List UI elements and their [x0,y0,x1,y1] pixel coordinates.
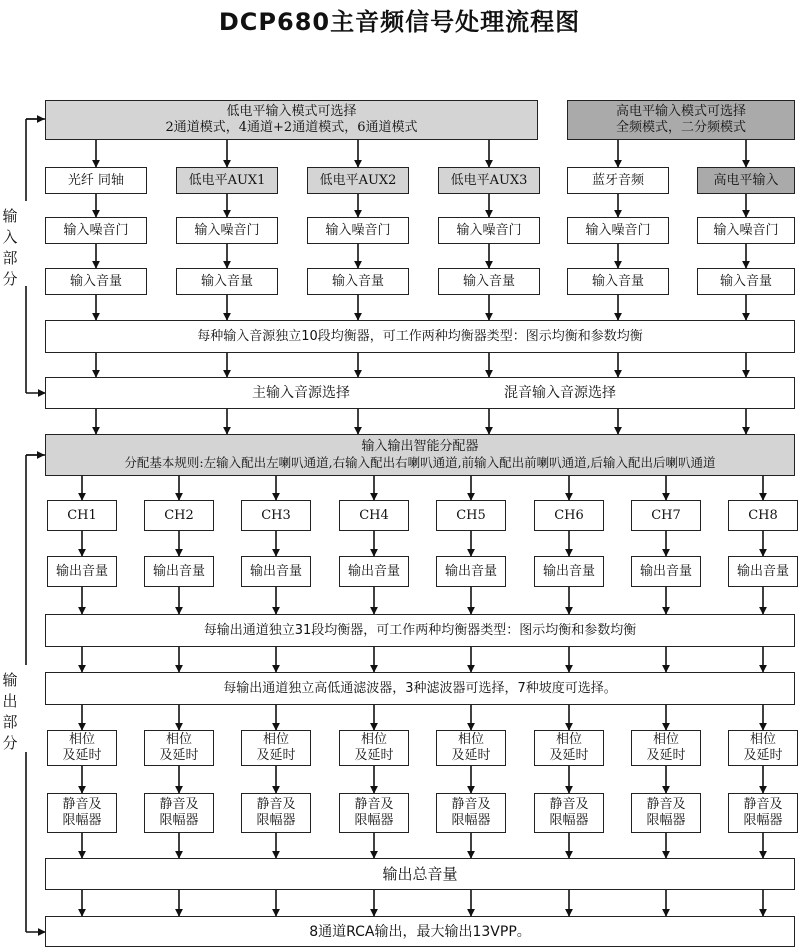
low-mode-options: 2通道模式，4通道+2通道模式，6通道模式 [165,120,418,135]
input-noise-gate: 输入噪音门 [45,217,147,244]
distributor-title: 输入输出智能分配器 [361,439,479,454]
output-volume: 输出音量 [144,556,214,587]
source-selection-box [45,377,795,409]
output-volume: 输出音量 [241,556,311,587]
low-mode-title: 低电平输入模式可选择 [226,104,357,119]
phase-delay-box: 相位 及延时 [436,730,506,766]
output-section-label: 输出部分 [2,671,18,752]
channel-box: CH1 [47,500,117,531]
channel-box: CH2 [144,500,214,531]
source-high-level: 高电平输入 [697,167,795,194]
channel-box: CH4 [339,500,409,531]
source-aux3: 低电平AUX3 [438,167,540,194]
mute-limiter-box: 静音及 限幅器 [144,793,214,833]
distributor-rule: 分配基本规则:左输入配出左喇叭通道,右输入配出右喇叭通道,前输入配出前喇叭通道,后输入配出后喇叭通道 [124,455,716,470]
mute-limiter-box: 静音及 限幅器 [47,793,117,833]
input-volume: 输入音量 [438,268,540,295]
high-level-mode-box [567,100,795,140]
mute-limiter-box: 静音及 限幅器 [241,793,311,833]
mute-limiter-box: 静音及 限幅器 [631,793,701,833]
input-volume: 输入音量 [176,268,278,295]
low-level-mode-box [45,100,538,140]
output-volume: 输出音量 [436,556,506,587]
main-source-select: 主输入音源选择 [252,385,350,401]
mix-source-select: 混音输入音源选择 [504,385,616,401]
channel-box: CH6 [534,500,604,531]
phase-delay-box: 相位 及延时 [631,730,701,766]
input-noise-gate: 输入噪音门 [697,217,795,244]
output-volume: 输出音量 [47,556,117,587]
input-volume: 输入音量 [307,268,409,295]
input-noise-gate: 输入噪音门 [438,217,540,244]
output-eq-box: 每输出通道独立31段均衡器，可工作两种均衡器类型：图示均衡和参数均衡 [45,614,795,647]
channel-box: CH3 [241,500,311,531]
output-volume: 输出音量 [339,556,409,587]
high-mode-title: 高电平输入模式可选择 [615,104,746,119]
master-volume-box: 输出总音量 [45,858,795,890]
output-volume: 输出音量 [728,556,798,587]
input-noise-gate: 输入噪音门 [567,217,669,244]
phase-delay-box: 相位 及延时 [144,730,214,766]
input-eq-box: 每种输入音源独立10段均衡器，可工作两种均衡器类型：图示均衡和参数均衡 [45,320,795,353]
source-bluetooth: 蓝牙音频 [567,167,669,194]
source-aux2: 低电平AUX2 [307,167,409,194]
input-noise-gate: 输入噪音门 [176,217,278,244]
input-volume: 输入音量 [697,268,795,295]
channel-box: CH8 [728,500,798,531]
phase-delay-box: 相位 及延时 [534,730,604,766]
input-noise-gate: 输入噪音门 [307,217,409,244]
rca-output-box: 8通道RCA输出，最大输出13VPP。 [45,916,795,947]
phase-delay-box: 相位 及延时 [339,730,409,766]
phase-delay-box: 相位 及延时 [241,730,311,766]
input-volume: 输入音量 [567,268,669,295]
output-volume: 输出音量 [631,556,701,587]
source-optical-coax: 光纤 同轴 [45,167,147,194]
source-aux1: 低电平AUX1 [176,167,278,194]
phase-delay-box: 相位 及延时 [47,730,117,766]
input-section-label: 输入部分 [2,207,18,288]
input-volume: 输入音量 [45,268,147,295]
diagram-title: DCP680主音频信号处理流程图 [218,8,581,36]
output-volume: 输出音量 [534,556,604,587]
mute-limiter-box: 静音及 限幅器 [728,793,798,833]
mute-limiter-box: 静音及 限幅器 [534,793,604,833]
output-filter-box: 每输出通道独立高低通滤波器，3种滤波器可选择，7种坡度可选择。 [45,672,795,705]
mute-limiter-box: 静音及 限幅器 [436,793,506,833]
channel-box: CH7 [631,500,701,531]
io-distributor-box [45,434,795,476]
channel-box: CH5 [436,500,506,531]
high-mode-options: 全频模式，二分频模式 [615,120,746,135]
mute-limiter-box: 静音及 限幅器 [339,793,409,833]
phase-delay-box: 相位 及延时 [728,730,798,766]
